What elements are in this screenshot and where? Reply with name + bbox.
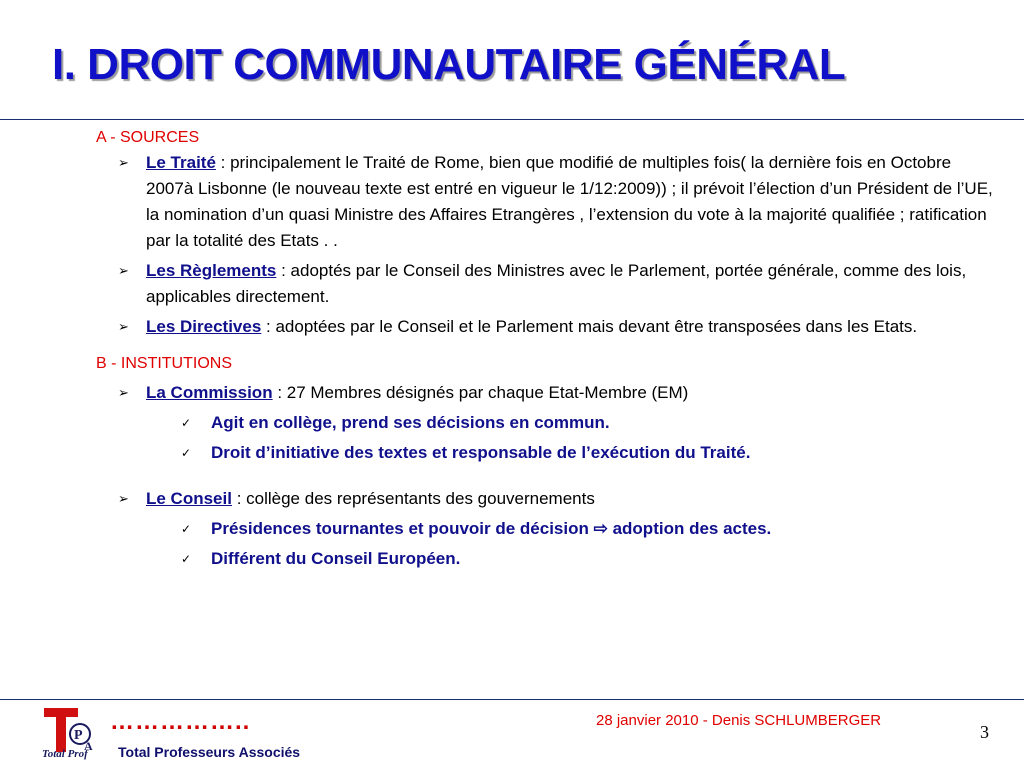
list-item-conseil [96,486,996,512]
arrow-bullet-icon: ➢ [118,263,129,278]
section-heading-institutions: B - INSTITUTIONS [96,355,232,372]
section-heading-sources: A - SOURCES [96,129,200,146]
term-reglements: Les Règlements [146,261,277,280]
logo-letter-a: A [84,739,93,753]
arrow-bullet-icon: ➢ [118,155,129,170]
company-name: Total Professeurs Associés [118,744,301,760]
footer-date-author: 28 janvier 2010 - Denis SCHLUMBERGER [596,712,882,729]
sub-item-conseil-2: ✓ Différent du Conseil Européen. [96,546,996,572]
sub-item-commission-2: ✓ Droit d’initiative des textes et responsable de l’exécution du Traité. [96,440,996,466]
definition-commission: : 27 Membres désignés par chaque Etat-Membre (EM) [272,383,689,402]
definition-traite: : principalement le Traité de Rome, bien que modifié de multiples fois( la dernière fois en Octobre 2007à Lisbonne (le nouveau texte est entré en vigueur le 1/12:2009)) ; il prévoit l’élection d’un Président de l’UE, la nomination d’un quasi Ministre des Affaires Etrangères , l’extension du vote à la majorité qualifiée ; ratification par la totalité des Etats . . [146,153,993,250]
sub-item-conseil-1: ✓ Présidences tournantes et pouvoir de décision ⇨ adoption des actes. [96,516,996,542]
arrow-bullet-icon: ➢ [118,491,129,506]
definition-directives: : adoptées par le Conseil et le Parlement mais devant être transposées dans les Etats. [261,317,918,336]
definition-conseil: : collège des représentants des gouvernements [231,489,595,508]
title-divider [0,119,1024,120]
slide-content [96,126,996,572]
logo-caption: Total Prof [42,748,88,760]
list-item-traite [96,150,996,254]
term-directives: Les Directives [146,317,262,336]
term-commission: La Commission [146,383,273,402]
list-item-reglements [96,258,996,310]
right-arrow-icon: ⇨ [593,519,608,538]
term-conseil: Le Conseil [146,489,232,508]
slide-title: I. DROIT COMMUNAUTAIRE GÉNÉRAL [52,40,846,89]
check-bullet-icon: ✓ [181,446,192,460]
arrow-bullet-icon: ➢ [118,385,129,400]
check-bullet-icon: ✓ [181,522,192,536]
list-item-directives [96,314,996,340]
decorative-dots: …………….. [110,708,251,735]
logo-letter-p: P [74,728,83,743]
page-number: 3 [980,722,989,742]
list-item-commission [96,380,996,406]
footer-divider [0,699,1024,700]
arrow-bullet-icon: ➢ [118,319,129,334]
sub-item-commission-1: ✓ Agit en collège, prend ses décisions en commun. [96,410,996,436]
check-bullet-icon: ✓ [181,416,192,430]
check-bullet-icon: ✓ [181,552,192,566]
term-traite: Le Traité [146,153,216,172]
definition-reglements: : adoptés par le Conseil des Ministres avec le Parlement, portée générale, comme des lois, applicables directement. [146,261,967,306]
